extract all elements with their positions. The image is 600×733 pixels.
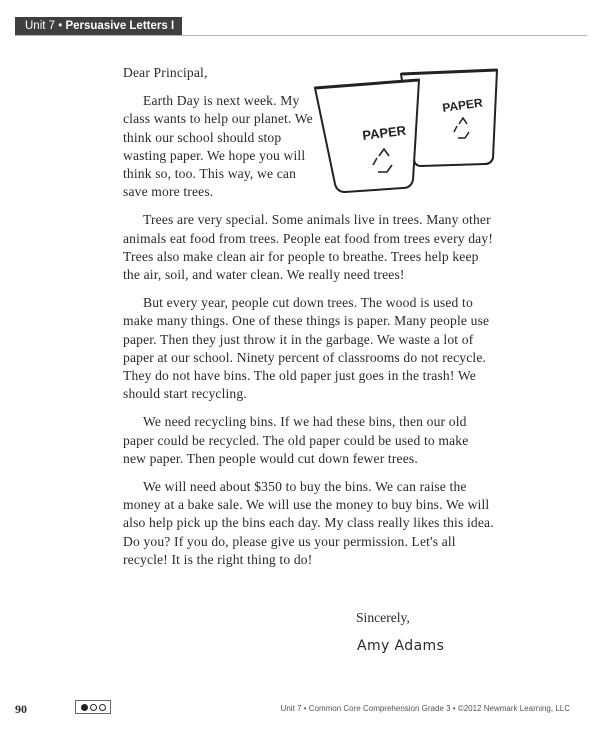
level-dot-icon [99,704,106,711]
letter-paragraph: But every year, people cut down trees. The wood is used to make many things. One of these things is paper. Many people use paper. Then they just throw it in the garbage. We waste a lot of paper at our school. Ninety percent of classrooms do not recycle. They do not have bins. The old paper just goes in the trash! We should start recycling. [123,295,490,402]
back-bin-label: PAPER [441,95,484,115]
letter-paragraph: We will need about $350 to buy the bins. We can raise the money at a bake sale. We will use the money to buy bins. We will also help pick up the bins each day. My class really likes this idea. Do you? If you do, please give us your permission. Let's all recycle! It is the right thing to do! [123,479,494,567]
unit-title: Persuasive Letters I [65,20,175,32]
letter-paragraph: We need recycling bins. If we had these bins, then our old paper could be recycled. The old paper could be used to make new paper. Then people would cut down fewer trees. [123,414,469,466]
letter-paragraph: Trees are very special. Some animals live in trees. Many other animals eat food from trees. People eat food from trees every day! Trees also make clean air for people to breathe. Trees help keep the air, soil, and water clean. We really need trees! [123,212,493,283]
letter-body [123,64,495,579]
letter-paragraph: Earth Day is next week. My class wants to help our planet. We think our school should stop wasting paper. We hope you will think so, too. This way, we can save more trees. [123,93,313,200]
header-rule [15,35,587,36]
signature: Amy Adams [357,638,445,654]
unit-header [15,17,182,36]
header-bullet: • [55,20,66,32]
level-dot-icon [81,704,88,711]
page-number: 90 [15,702,27,716]
front-bin-label: PAPER [361,122,407,143]
footer-credit: Unit 7 • Common Core Comprehension Grade 3 • ©2012 Newmark Learning, LLC [280,704,570,713]
salutation: Dear Principal, [123,65,208,80]
unit-label: Unit 7 [25,20,56,32]
reading-level-indicator [75,700,111,714]
letter-closing: Sincerely, [356,610,410,625]
level-dot-icon [90,704,97,711]
